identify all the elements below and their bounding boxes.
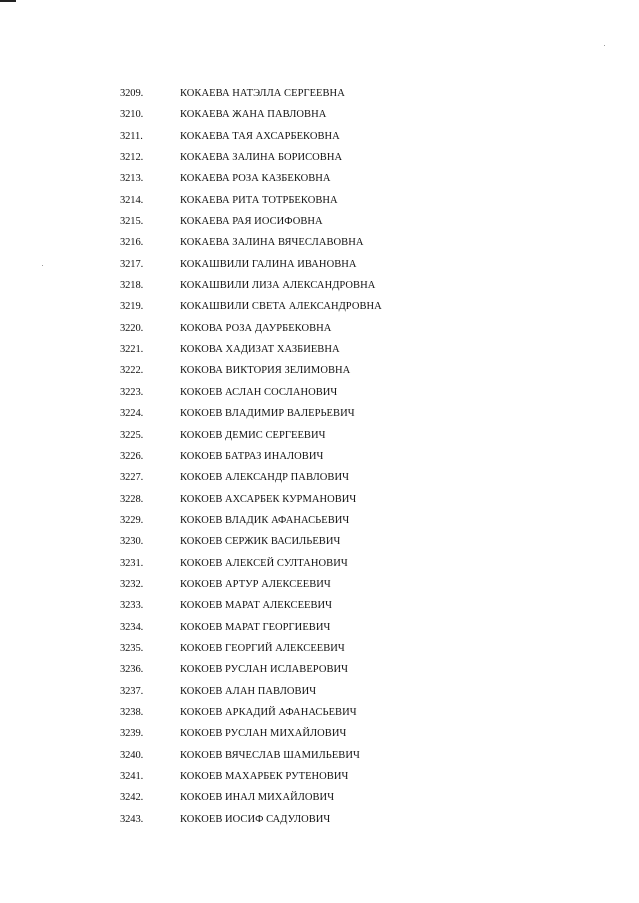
list-item bbox=[0, 296, 639, 317]
list-item bbox=[0, 467, 639, 488]
scan-edge-mark bbox=[0, 0, 16, 2]
entry-name: КОКАЕВА НАТЭЛЛА СЕРГЕЕВНА bbox=[180, 88, 345, 99]
list-item bbox=[0, 168, 639, 189]
entry-name: КОКАШВИЛИ СВЕТА АЛЕКСАНДРОВНА bbox=[180, 301, 382, 313]
list-item bbox=[0, 723, 639, 744]
entry-number: 3210. bbox=[120, 109, 144, 121]
list-item bbox=[0, 360, 639, 381]
entry-number: 3219. bbox=[120, 301, 144, 313]
entry-name: КОКАШВИЛИ ЛИЗА АЛЕКСАНДРОВНА bbox=[180, 280, 376, 292]
entry-name: КОКОЕВ МАРАТ АЛЕКСЕЕВИЧ bbox=[180, 600, 333, 612]
entry-number: 3229. bbox=[120, 514, 144, 526]
entry-name: КОКОЕВ АЛАН ПАВЛОВИЧ bbox=[180, 685, 317, 697]
entry-number: 3212. bbox=[120, 152, 144, 164]
entry-name: КОКОЕВ АХСАРБЕК КУРМАНОВИЧ bbox=[180, 493, 357, 505]
entry-name: КОКОВА ВИКТОРИЯ ЗЕЛИМОВНА bbox=[180, 365, 351, 377]
entry-number: 3209. bbox=[120, 88, 144, 99]
entry-name: КОКОВА РОЗА ДАУРБЕКОВНА bbox=[180, 322, 332, 334]
list-item bbox=[0, 425, 639, 446]
entry-number: 3227. bbox=[120, 472, 144, 484]
entry-number: 3221. bbox=[120, 344, 144, 356]
entry-number: 3243. bbox=[120, 813, 144, 825]
entry-number: 3239. bbox=[120, 728, 144, 740]
list-item bbox=[0, 211, 639, 232]
entry-name: КОКОЕВ ВЯЧЕСЛАВ ШАМИЛЬЕВИЧ bbox=[180, 749, 360, 761]
list-item bbox=[0, 489, 639, 510]
list-item bbox=[0, 638, 639, 659]
entry-name: КОКОЕВ ВЛАДИМИР ВАЛЕРЬЕВИЧ bbox=[180, 408, 355, 420]
entry-name: КОКАЕВА РИТА ТОТРБЕКОВНА bbox=[180, 194, 338, 206]
entry-number: 3225. bbox=[120, 429, 144, 441]
entry-number: 3228. bbox=[120, 493, 144, 505]
list-item bbox=[0, 83, 639, 104]
entry-name: КОКОЕВ СЕРЖИК ВАСИЛЬЕВИЧ bbox=[180, 536, 341, 548]
entry-number: 3214. bbox=[120, 194, 144, 206]
list-item bbox=[0, 446, 639, 467]
entry-name: КОКОЕВ МАХАРБЕК РУТЕНОВИЧ bbox=[180, 771, 349, 782]
entry-name: КОКОЕВ АСЛАН СОСЛАНОВИЧ bbox=[180, 386, 338, 398]
entry-number: 3236. bbox=[120, 664, 144, 676]
entry-number: 3223. bbox=[120, 386, 144, 398]
entry-name: КОКАШВИЛИ ГАЛИНА ИВАНОВНА bbox=[180, 258, 357, 270]
entry-number: 3213. bbox=[120, 173, 144, 185]
entry-number: 3216. bbox=[120, 237, 144, 249]
list-item bbox=[0, 766, 639, 787]
list-item bbox=[0, 595, 639, 616]
list-item bbox=[0, 190, 639, 211]
entry-name: КОКАЕВА РАЯ ИОСИФОВНА bbox=[180, 216, 323, 228]
list-item bbox=[0, 126, 639, 147]
entry-number: 3234. bbox=[120, 621, 144, 633]
entry-number: 3241. bbox=[120, 771, 144, 782]
list-item bbox=[0, 531, 639, 552]
list-item bbox=[0, 275, 639, 296]
entry-number: 3242. bbox=[120, 792, 144, 804]
entry-name: КОКОЕВ АРКАДИЙ АФАНАСЬЕВИЧ bbox=[180, 706, 357, 718]
entry-name: КОКОЕВ РУСЛАН ИСЛАВЕРОВИЧ bbox=[180, 664, 349, 676]
entry-name: КОКОЕВ АЛЕКСЕЙ СУЛТАНОВИЧ bbox=[180, 557, 348, 569]
entry-number: 3238. bbox=[120, 706, 144, 718]
list-item bbox=[0, 318, 639, 339]
entry-name: КОКОЕВ ИОСИФ САДУЛОВИЧ bbox=[180, 813, 331, 825]
list-item bbox=[0, 510, 639, 531]
list-item bbox=[0, 787, 639, 808]
list-item bbox=[0, 403, 639, 424]
entry-number: 3231. bbox=[120, 557, 144, 569]
entry-name: КОКОЕВ ИНАЛ МИХАЙЛОВИЧ bbox=[180, 792, 335, 804]
entry-name: КОКАЕВА ЗАЛИНА БОРИСОВНА bbox=[180, 152, 343, 164]
entry-number: 3233. bbox=[120, 600, 144, 612]
list-item bbox=[0, 809, 639, 830]
list-item bbox=[0, 702, 639, 723]
entry-number: 3235. bbox=[120, 642, 144, 654]
entry-number: 3230. bbox=[120, 536, 144, 548]
entry-number: 3217. bbox=[120, 258, 144, 270]
list-item bbox=[0, 681, 639, 702]
entry-number: 3226. bbox=[120, 450, 144, 462]
entry-number: 3240. bbox=[120, 749, 144, 761]
entry-number: 3218. bbox=[120, 280, 144, 292]
entry-name: КОКОЕВ АЛЕКСАНДР ПАВЛОВИЧ bbox=[180, 472, 349, 484]
entry-name: КОКАЕВА ТАЯ АХСАРБЕКОВНА bbox=[180, 130, 340, 142]
list-item bbox=[0, 745, 639, 766]
entry-number: 3232. bbox=[120, 578, 144, 590]
list-item bbox=[0, 617, 639, 638]
list-item bbox=[0, 104, 639, 125]
entry-name: КОКОЕВ РУСЛАН МИХАЙЛОВИЧ bbox=[180, 728, 347, 740]
list-item bbox=[0, 382, 639, 403]
list-item bbox=[0, 339, 639, 360]
entry-name: КОКОЕВ ДЕМИС СЕРГЕЕВИЧ bbox=[180, 429, 326, 441]
entry-name: КОКАЕВА РОЗА КАЗБЕКОВНА bbox=[180, 173, 331, 185]
entry-name: КОКОВА ХАДИЗАТ ХАЗБИЕВНА bbox=[180, 344, 340, 356]
list-item bbox=[0, 232, 639, 253]
entry-number: 3220. bbox=[120, 322, 144, 334]
entry-name: КОКАЕВА ЖАНА ПАВЛОВНА bbox=[180, 109, 327, 121]
list-item bbox=[0, 574, 639, 595]
entry-name: КОКАЕВА ЗАЛИНА ВЯЧЕСЛАВОВНА bbox=[180, 237, 364, 249]
name-list bbox=[0, 83, 639, 830]
entry-number: 3224. bbox=[120, 408, 144, 420]
list-item bbox=[0, 254, 639, 275]
entry-name: КОКОЕВ БАТРАЗ ИНАЛОВИЧ bbox=[180, 450, 324, 462]
entry-number: 3222. bbox=[120, 365, 144, 377]
entry-number: 3237. bbox=[120, 685, 144, 697]
entry-name: КОКОЕВ ВЛАДИК АФАНАСЬЕВИЧ bbox=[180, 514, 350, 526]
entry-number: 3211. bbox=[120, 130, 143, 142]
list-item bbox=[0, 147, 639, 168]
list-item bbox=[0, 553, 639, 574]
entry-name: КОКОЕВ ГЕОРГИЙ АЛЕКСЕЕВИЧ bbox=[180, 642, 345, 654]
scan-speck bbox=[604, 45, 605, 46]
entry-name: КОКОЕВ АРТУР АЛЕКСЕЕВИЧ bbox=[180, 578, 331, 590]
entry-number: 3215. bbox=[120, 216, 144, 228]
list-item bbox=[0, 659, 639, 680]
entry-name: КОКОЕВ МАРАТ ГЕОРГИЕВИЧ bbox=[180, 621, 331, 633]
